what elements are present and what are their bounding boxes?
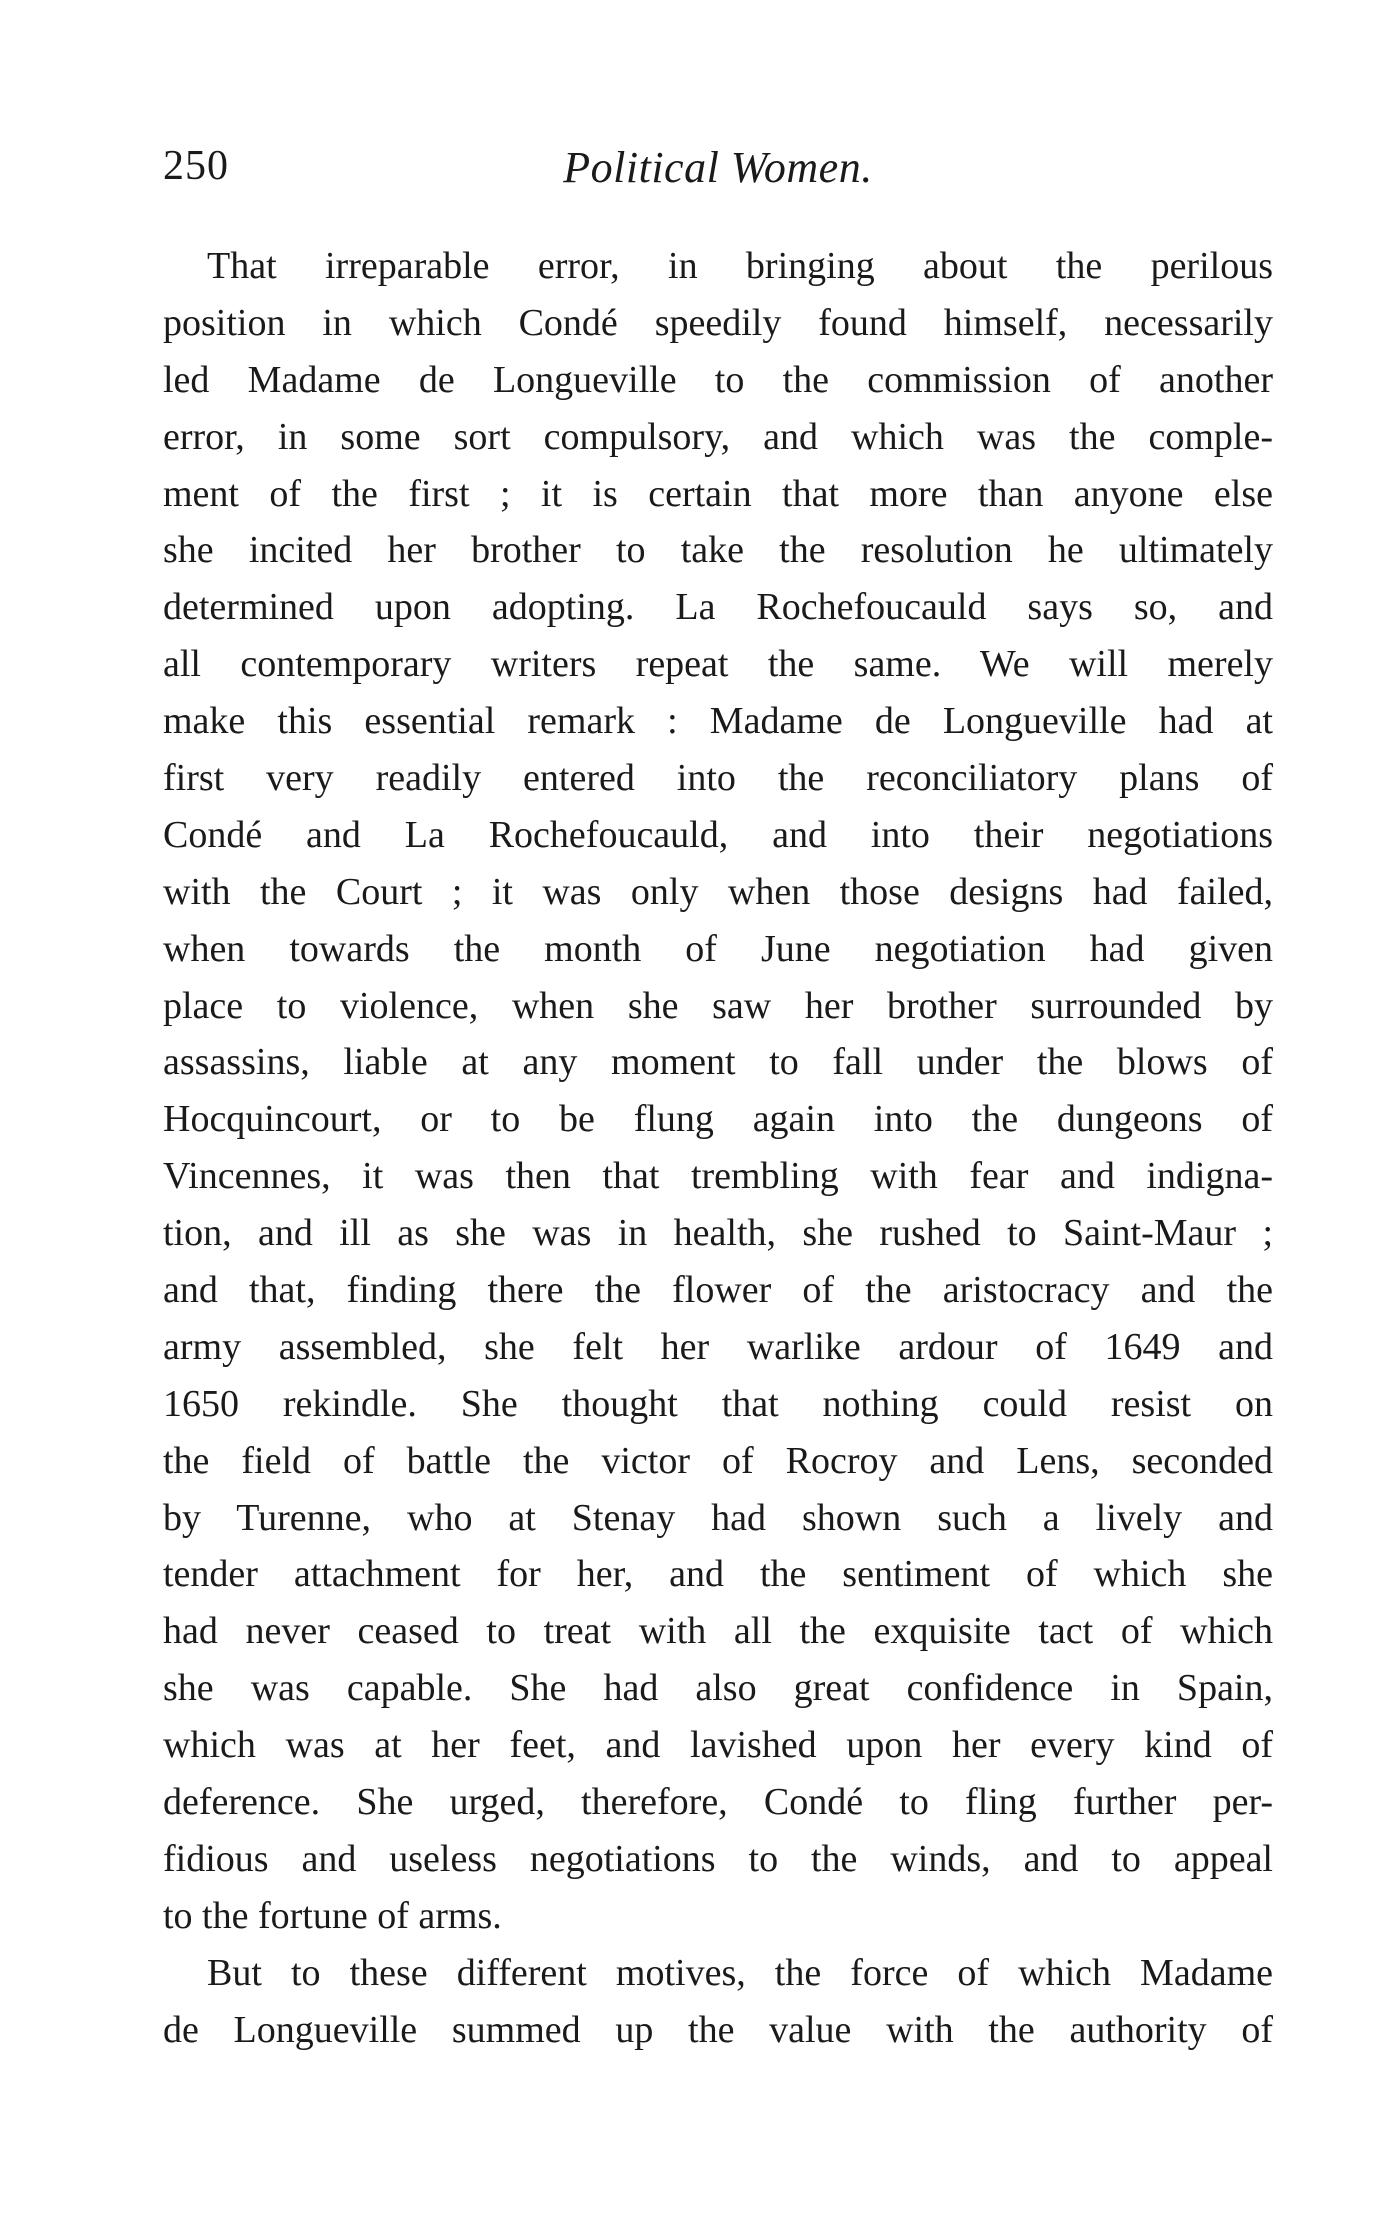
text-line: had never ceased to treat with all the exquisite tact of which (163, 1610, 1273, 1653)
text-line: assassins, liable at any moment to fall under the blows of (163, 1041, 1273, 1084)
text-line: error, in some sort compulsory, and which was the comple- (163, 415, 1273, 458)
body-text (163, 238, 1273, 2059)
text-line: when towards the month of June negotiation had given (163, 927, 1273, 970)
text-line: first very readily entered into the reconciliatory plans of (163, 757, 1273, 800)
text-line: That irreparable error, in bringing about the perilous (207, 245, 1273, 287)
text-line: tender attachment for her, and the sentiment of which she (163, 1553, 1273, 1596)
page-header (163, 142, 1273, 202)
text-line: she was capable. She had also great confidence in Spain, (163, 1667, 1273, 1710)
text-line: which was at her feet, and lavished upon her every kind of (163, 1724, 1273, 1767)
text-line: determined upon adopting. La Rochefoucauld says so, and (163, 586, 1273, 629)
text-line: all contemporary writers repeat the same. We will merely (163, 643, 1273, 686)
text-line: de Longueville summed up the value with the authority of (163, 2008, 1273, 2051)
text-line: position in which Condé speedily found himself, necessarily (163, 301, 1273, 344)
text-line: and that, finding there the flower of the aristocracy and the (163, 1269, 1273, 1312)
text-line: Hocquincourt, or to be flung again into the dungeons of (163, 1098, 1273, 1141)
text-line: fidious and useless negotiations to the winds, and to appeal (163, 1837, 1273, 1880)
text-line: she incited her brother to take the resolution he ultimately (163, 529, 1273, 572)
paragraph-2 (163, 1945, 1273, 2059)
paragraph-1 (163, 238, 1273, 1945)
page-number: 250 (163, 143, 229, 189)
text-line: to the fortune of arms. (163, 1894, 502, 1937)
text-line: led Madame de Longueville to the commission of another (163, 358, 1273, 401)
text-line: with the Court ; it was only when those designs had failed, (163, 870, 1273, 913)
text-line: tion, and ill as she was in health, she rushed to Saint-Maur ; (163, 1212, 1273, 1255)
text-line: 1650 rekindle. She thought that nothing could resist on (163, 1382, 1273, 1425)
text-line: Condé and La Rochefoucauld, and into their negotiations (163, 813, 1273, 856)
text-line: deference. She urged, therefore, Condé to fling further per- (163, 1781, 1273, 1824)
text-line: make this essential remark : Madame de Longueville had at (163, 700, 1273, 743)
text-line: the field of battle the victor of Rocroy and Lens, seconded (163, 1439, 1273, 1482)
running-title: Political Women. (563, 143, 873, 192)
text-line: Vincennes, it was then that trembling with fear and indigna- (163, 1155, 1273, 1198)
text-line: ment of the first ; it is certain that more than anyone else (163, 472, 1273, 515)
text-line: by Turenne, who at Stenay had shown such a lively and (163, 1496, 1273, 1539)
text-line: But to these different motives, the force of which Madame (207, 1951, 1273, 1994)
text-line: place to violence, when she saw her brother surrounded by (163, 984, 1273, 1027)
text-line: army assembled, she felt her warlike ardour of 1649 and (163, 1325, 1273, 1368)
